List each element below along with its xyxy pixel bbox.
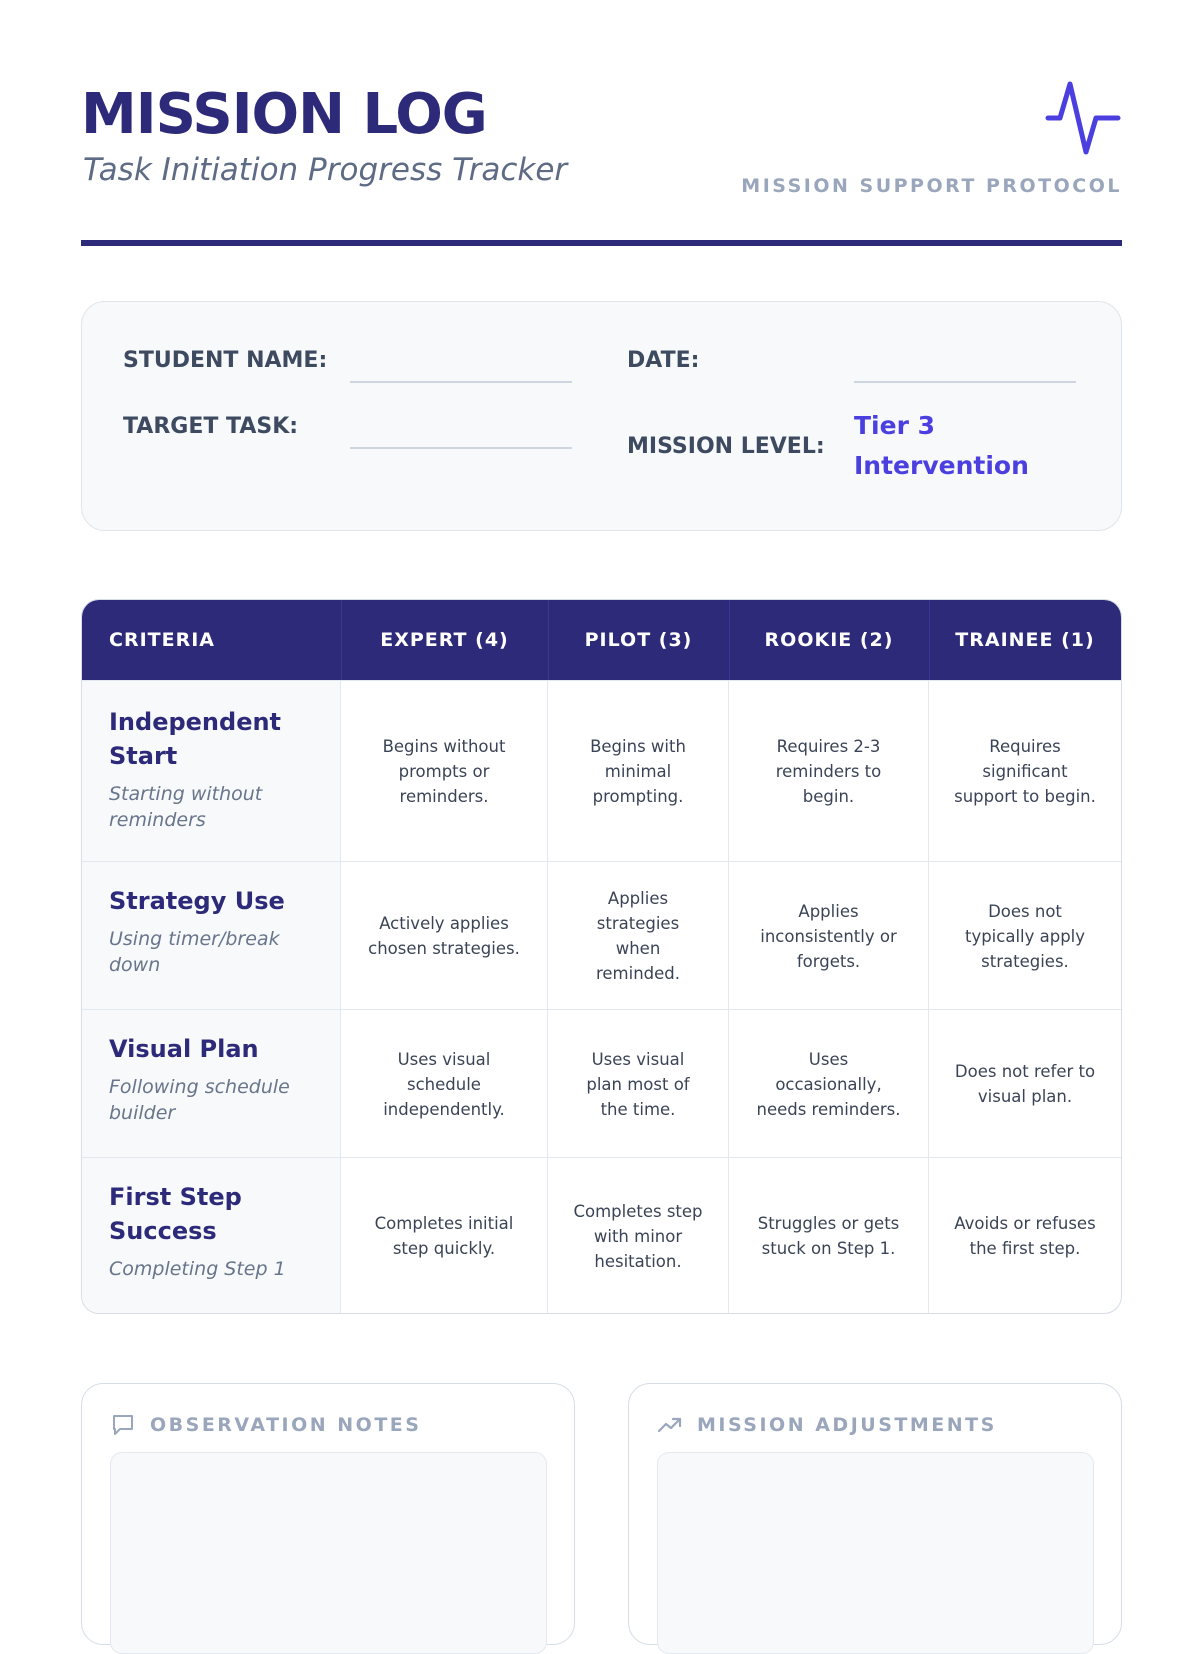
mission-level-line-2: Intervention (854, 451, 1029, 480)
protocol-label: MISSION SUPPORT PROTOCOL (741, 175, 1122, 197)
header-pilot: PILOT (3) (584, 629, 693, 651)
table-row (82, 1009, 1121, 1158)
header-divider (341, 600, 342, 680)
header-divider (929, 600, 930, 680)
level-cell-rookie: Uses occasionally, needs reminders. (729, 1010, 929, 1158)
level-cell-rookie: Applies inconsistently or forgets. (729, 862, 929, 1010)
rubric-header-row (82, 600, 1121, 680)
trending-up-icon (657, 1412, 683, 1438)
header-divider (548, 600, 549, 680)
header-rule (81, 240, 1122, 246)
criteria-desc: Starting without reminders (109, 783, 263, 831)
level-cell-trainee: Avoids or refuses the first step. (954, 1214, 1096, 1258)
mission-level-value (854, 406, 1029, 486)
observation-notes-title: OBSERVATION NOTES (150, 1414, 422, 1436)
level-cell-pilot: Applies strategies when reminded. (548, 862, 729, 1010)
level-cell-expert: Actively applies chosen strategies. (341, 862, 548, 1010)
mission-level-line-1: Tier 3 (854, 411, 936, 440)
level-cell-trainee: Does not refer to visual plan. (954, 1062, 1096, 1106)
student-info-card (81, 301, 1122, 531)
chat-bubble-icon (110, 1412, 136, 1438)
criteria-cell (82, 681, 341, 862)
mission-adjustments-textarea[interactable] (657, 1452, 1094, 1654)
rubric-table (81, 599, 1122, 1314)
target-task-label: TARGET TASK: (123, 414, 299, 439)
mission-adjustments-header (657, 1410, 997, 1440)
criteria-name: Visual Plan (109, 1035, 259, 1063)
level-cell-trainee: Does not typically apply strategies. (964, 901, 1086, 971)
level-cell-expert: Uses visual schedule independently. (341, 1010, 548, 1158)
criteria-name: Strategy Use (109, 887, 285, 915)
header-criteria: CRITERIA (109, 629, 215, 651)
level-cell-rookie: Requires 2-3 reminders to begin. (729, 681, 929, 862)
page-subtitle: Task Initiation Progress Tracker (83, 152, 568, 188)
date-label: DATE: (627, 348, 700, 373)
observation-notes-header (110, 1410, 421, 1440)
criteria-name: First Step Success (109, 1183, 242, 1245)
level-cell-pilot: Begins with minimal prompting. (548, 681, 729, 862)
page-title: MISSION LOG (81, 82, 487, 147)
table-row (82, 861, 1121, 1010)
table-row (82, 1157, 1121, 1314)
level-cell-pilot: Completes step with minor hesitation. (548, 1158, 729, 1314)
table-row (82, 680, 1121, 862)
header-divider (729, 600, 730, 680)
observation-notes-textarea[interactable] (110, 1452, 547, 1654)
header-trainee: TRAINEE (1) (955, 629, 1095, 651)
criteria-desc: Completing Step 1 (109, 1258, 286, 1280)
target-task-field[interactable] (350, 447, 572, 449)
date-field[interactable] (854, 381, 1076, 383)
criteria-cell (82, 1158, 341, 1314)
level-cell-trainee: Requires significant support to begin. (954, 737, 1096, 806)
level-cell-expert: Begins without prompts or reminders. (341, 681, 548, 862)
pulse-icon (1044, 80, 1122, 160)
header-rookie: ROOKIE (2) (764, 629, 894, 651)
mission-adjustments-title: MISSION ADJUSTMENTS (697, 1414, 997, 1436)
mission-adjustments-card (628, 1383, 1122, 1645)
level-cell-rookie: Struggles or gets stuck on Step 1. (729, 1158, 929, 1314)
criteria-name: Independent Start (109, 708, 282, 770)
student-name-label: STUDENT NAME: (123, 348, 328, 373)
header (81, 0, 1122, 250)
mission-level-label: MISSION LEVEL: (627, 434, 825, 459)
criteria-cell (82, 1010, 341, 1158)
header-expert: EXPERT (4) (380, 629, 509, 651)
level-cell-expert: Completes initial step quickly. (341, 1158, 548, 1314)
observation-notes-card (81, 1383, 575, 1645)
criteria-cell (82, 862, 341, 1010)
level-cell-pilot: Uses visual plan most of the time. (548, 1010, 729, 1158)
student-name-field[interactable] (350, 381, 572, 383)
criteria-desc: Using timer/break down (109, 928, 280, 976)
criteria-desc: Following schedule builder (109, 1076, 290, 1124)
